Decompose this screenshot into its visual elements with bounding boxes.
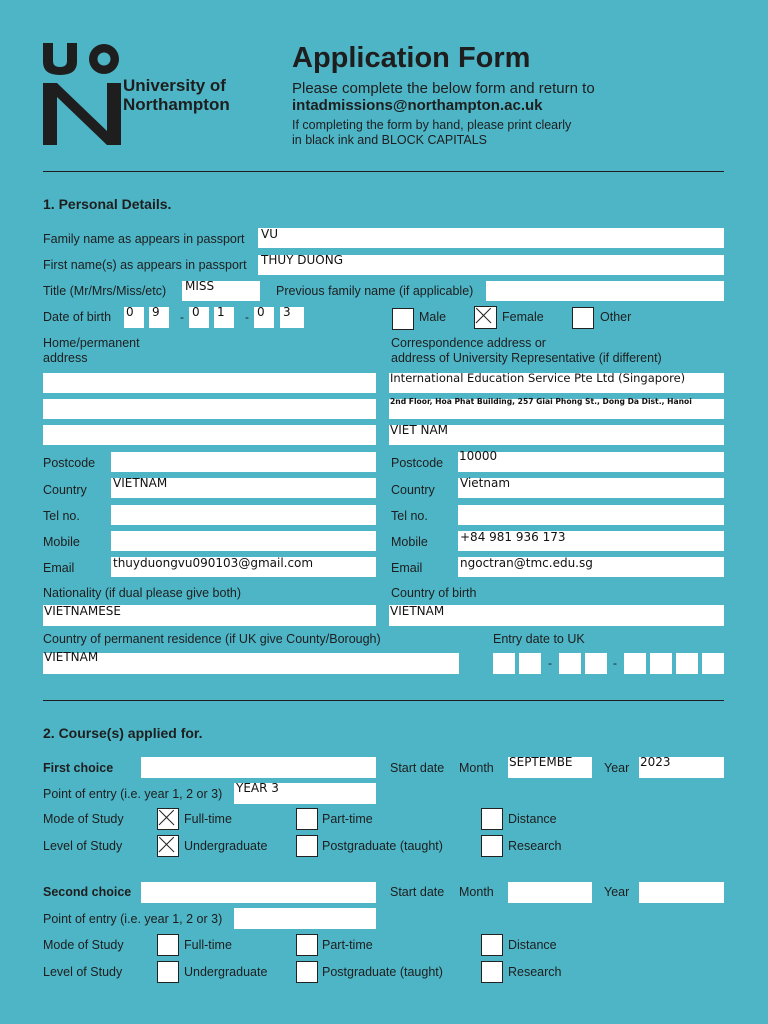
first-year-label: Year <box>604 761 630 775</box>
entry-year-3[interactable] <box>676 653 698 674</box>
first-postgraduate-label: Postgraduate (taught) <box>322 839 443 853</box>
home-address-line-3[interactable] <box>43 425 376 445</box>
second-full-time-checkbox[interactable] <box>157 934 179 956</box>
gender-other-label: Other <box>600 310 632 324</box>
first-level-label: Level of Study <box>43 839 123 853</box>
university-name-line2: Northampton <box>123 95 230 114</box>
first-full-time-label: Full-time <box>184 812 232 826</box>
second-entry-point-label: Point of entry (i.e. year 1, 2 or 3) <box>43 912 223 926</box>
entry-year-1[interactable] <box>624 653 646 674</box>
second-part-time-checkbox[interactable] <box>296 934 318 956</box>
dob-separator-1: - <box>180 310 184 324</box>
section-courses-heading: 2. Course(s) applied for. <box>43 725 203 741</box>
divider <box>43 700 724 701</box>
entry-day-1[interactable] <box>493 653 515 674</box>
home-postcode-field[interactable] <box>111 452 376 472</box>
corr-postcode-value: 10000 <box>459 449 498 463</box>
first-entry-point-label: Point of entry (i.e. year 1, 2 or 3) <box>43 787 223 801</box>
corr-address-label: Correspondence address or <box>391 336 546 350</box>
entry-year-4[interactable] <box>702 653 724 674</box>
second-month-label: Month <box>459 885 494 899</box>
family-name-label: Family name as appears in passport <box>43 232 245 246</box>
entry-year-2[interactable] <box>650 653 672 674</box>
page-title: Application Form <box>292 42 531 74</box>
dob-day-2: 9 <box>152 305 160 319</box>
entry-day-2[interactable] <box>519 653 541 674</box>
gender-female-label: Female <box>502 310 544 324</box>
first-undergraduate-label: Undergraduate <box>184 839 268 853</box>
first-start-date-label: Start date <box>390 761 445 775</box>
first-name-label: First name(s) as appears in passport <box>43 258 247 272</box>
corr-address-line-2-value: 2nd Floor, Hoa Phat Building, 257 Giai Phong St., Dong Da Dist., Hanoi <box>390 397 692 406</box>
home-country-value: VIETNAM <box>113 476 168 490</box>
first-entry-point-value: YEAR 3 <box>236 781 279 795</box>
home-tel-field[interactable] <box>111 505 376 525</box>
second-mode-label: Mode of Study <box>43 938 124 952</box>
corr-address-line-3-value: VIET NAM <box>390 423 449 437</box>
home-email-label: Email <box>43 561 75 575</box>
note-line-1: If completing the form by hand, please print clearly <box>292 118 572 132</box>
dob-day-1: 0 <box>126 305 134 319</box>
first-distance-label: Distance <box>508 812 557 826</box>
first-choice-field[interactable] <box>141 757 376 778</box>
corr-postcode-field[interactable] <box>458 449 724 472</box>
second-distance-checkbox[interactable] <box>481 934 503 956</box>
university-name <box>123 76 230 114</box>
section-personal-heading: 1. Personal Details. <box>43 196 172 212</box>
second-year-label: Year <box>604 885 630 899</box>
university-name-line1: University of <box>123 76 226 95</box>
second-undergraduate-label: Undergraduate <box>184 965 268 979</box>
corr-mobile-label: Mobile <box>391 535 428 549</box>
corr-postcode-label: Postcode <box>391 456 444 470</box>
entry-month-1[interactable] <box>559 653 581 674</box>
nationality-value: VIETNAMESE <box>44 604 121 618</box>
second-part-time-label: Part-time <box>322 938 373 952</box>
family-name-field[interactable] <box>258 228 724 248</box>
residence-label: Country of permanent residence (if UK give County/Borough) <box>43 632 381 646</box>
second-choice-label: Second choice <box>43 885 132 899</box>
gender-male-label: Male <box>419 310 447 324</box>
corr-tel-label: Tel no. <box>391 509 428 523</box>
corr-mobile-value: +84 981 936 173 <box>460 530 566 544</box>
residence-field[interactable] <box>43 650 459 674</box>
first-research-checkbox[interactable] <box>481 835 503 857</box>
instruction-text: Please complete the below form and return to <box>292 80 595 97</box>
home-mobile-field[interactable] <box>111 531 376 551</box>
second-year-field[interactable] <box>639 882 724 903</box>
second-undergraduate-checkbox[interactable] <box>157 961 179 983</box>
home-tel-label: Tel no. <box>43 509 80 523</box>
entry-separator-2: - <box>613 656 617 670</box>
entry-month-2[interactable] <box>585 653 607 674</box>
birth-country-label: Country of birth <box>391 586 477 600</box>
second-postgraduate-label: Postgraduate (taught) <box>322 965 443 979</box>
corr-email-value: ngoctran@tmc.edu.sg <box>460 556 593 570</box>
residence-value: VIETNAM <box>44 650 99 664</box>
first-name-value: THUY DUONG <box>261 253 344 267</box>
previous-name-label: Previous family name (if applicable) <box>276 284 474 298</box>
second-entry-point-field[interactable] <box>234 908 376 929</box>
corr-country-value: Vietnam <box>460 476 511 490</box>
home-email-value: thuyduongvu090103@gmail.com <box>113 556 314 570</box>
divider <box>43 171 724 172</box>
home-country-label: Country <box>43 483 87 497</box>
nationality-label: Nationality (if dual please give both) <box>43 586 242 600</box>
dob-year-2: 3 <box>283 305 291 319</box>
note-line-2: in black ink and BLOCK CAPITALS <box>292 133 487 147</box>
second-full-time-label: Full-time <box>184 938 232 952</box>
dob-label: Date of birth <box>43 310 112 324</box>
first-part-time-checkbox[interactable] <box>296 808 318 830</box>
first-part-time-label: Part-time <box>322 812 373 826</box>
home-postcode-label: Postcode <box>43 456 96 470</box>
first-research-label: Research <box>508 839 562 853</box>
dob-month-2: 1 <box>217 305 225 319</box>
previous-name-field[interactable] <box>486 281 724 301</box>
first-full-time-checkbox[interactable] <box>157 808 179 830</box>
first-month-label: Month <box>459 761 494 775</box>
title-label: Title (Mr/Mrs/Miss/etc) <box>43 284 167 298</box>
dob-year-1: 0 <box>257 305 265 319</box>
corr-address-line-1-value: International Education Service Pte Ltd (Singapore) <box>390 371 686 385</box>
first-undergraduate-checkbox[interactable] <box>157 835 179 857</box>
second-research-checkbox[interactable] <box>481 961 503 983</box>
entry-date-label: Entry date to UK <box>493 632 585 646</box>
birth-country-value: VIETNAM <box>390 604 445 618</box>
corr-tel-field[interactable] <box>458 505 724 525</box>
first-choice-label: First choice <box>43 761 114 775</box>
dob-month-1: 0 <box>192 305 200 319</box>
first-month-value: SEPTEMBE <box>509 755 573 769</box>
gender-other-checkbox[interactable] <box>572 307 594 329</box>
home-address-line-1[interactable] <box>43 373 376 393</box>
gender-female-checkbox[interactable] <box>474 306 497 329</box>
admissions-email-link[interactable]: intadmissions@northampton.ac.uk <box>292 97 543 114</box>
first-postgraduate-checkbox[interactable] <box>296 835 318 857</box>
corr-address-label-2: address of University Representative (if different) <box>391 351 662 365</box>
gender-male-checkbox[interactable] <box>392 308 414 330</box>
second-distance-label: Distance <box>508 938 557 952</box>
entry-separator-1: - <box>548 656 552 670</box>
second-postgraduate-checkbox[interactable] <box>296 961 318 983</box>
home-address-label-2: address <box>43 351 88 365</box>
home-address-line-2[interactable] <box>43 399 376 419</box>
corr-country-label: Country <box>391 483 435 497</box>
second-choice-field[interactable] <box>141 882 376 903</box>
dob-separator-2: - <box>245 310 249 324</box>
home-address-label: Home/permanent <box>43 336 140 350</box>
second-start-date-label: Start date <box>390 885 445 899</box>
second-level-label: Level of Study <box>43 965 123 979</box>
family-name-value: VU <box>261 227 278 241</box>
title-value: MISS <box>185 279 215 293</box>
second-month-field[interactable] <box>508 882 592 903</box>
first-year-value: 2023 <box>640 755 671 769</box>
corr-email-label: Email <box>391 561 423 575</box>
first-mode-label: Mode of Study <box>43 812 124 826</box>
first-distance-checkbox[interactable] <box>481 808 503 830</box>
uon-logo-mark <box>43 43 121 145</box>
home-mobile-label: Mobile <box>43 535 80 549</box>
second-research-label: Research <box>508 965 562 979</box>
